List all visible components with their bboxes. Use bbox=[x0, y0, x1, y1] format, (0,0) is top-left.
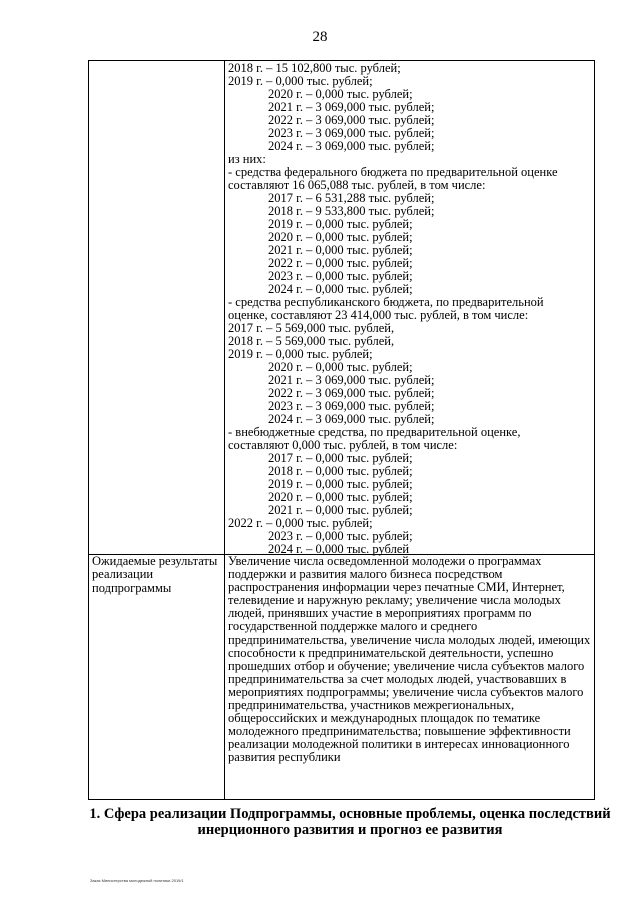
funding-line: 2022 г. – 0,000 тыс. рублей; bbox=[268, 256, 413, 270]
expected-results-text: Увеличение числа осведомленной молодежи о программах поддержки и развития малого бизнеса посредством распространения информации через печатные СМИ, Интернет, телевидение и наружную рекламу; увеличение числа молодых людей, принявших участие в мероприятиях программ по государственной поддержке малого и среднего предпринимательства, увеличение числа молодых людей, имеющих способности к предпринимательской деятельности, успешно прошедших отбор и обучение; увеличение числа субъектов малого предпринимательства за счет молодых людей, участвовавших в мероприятиях подпрограммы; увеличение числа субъектов малого предпринимательства, участников межрегиональных, общероссийских и международных площадок по тематике молодежного предпринимательства; повышение эффективности реализации молодежной политики в интересах инновационного развития республики bbox=[228, 554, 591, 765]
page-number: 28 bbox=[312, 29, 328, 45]
funding-line: 2019 г. – 0,000 тыс. рублей; bbox=[268, 477, 413, 491]
funding-line: 2023 г. – 0,000 тыс. рублей; bbox=[268, 269, 413, 283]
funding-line: 2024 г. – 0,000 тыс. рублей bbox=[268, 542, 410, 556]
funding-line: 2021 г. – 0,000 тыс. рублей; bbox=[268, 243, 413, 257]
section-heading: 1. Сфера реализации Подпрограммы, основные проблемы, оценка последствий инерционного развития и прогноз ее развития bbox=[89, 806, 611, 838]
funding-line: оценке, составляют 23 414,000 тыс. рублей, в том числе: bbox=[228, 308, 529, 322]
funding-line: 2021 г. – 3 069,000 тыс. рублей; bbox=[268, 100, 435, 114]
funding-line: 2022 г. – 3 069,000 тыс. рублей; bbox=[268, 113, 435, 127]
funding-line: 2020 г. – 0,000 тыс. рублей; bbox=[268, 360, 413, 374]
funding-line: из них: bbox=[228, 152, 266, 166]
funding-line: 2019 г. – 0,000 тыс. рублей; bbox=[228, 347, 373, 361]
funding-line: составляют 0,000 тыс. рублей, в том числе: bbox=[228, 438, 458, 452]
funding-line: 2018 г. – 0,000 тыс. рублей; bbox=[268, 464, 413, 478]
funding-line: - средства федерального бюджета по предварительной оценке bbox=[228, 165, 558, 179]
funding-line: 2022 г. – 3 069,000 тыс. рублей; bbox=[268, 386, 435, 400]
funding-line: 2018 г. – 5 569,000 тыс. рублей, bbox=[228, 334, 395, 348]
funding-line: составляют 16 065,088 тыс. рублей, в том числе: bbox=[228, 178, 486, 192]
funding-line: 2024 г. – 3 069,000 тыс. рублей; bbox=[268, 412, 435, 426]
funding-line: 2021 г. – 3 069,000 тыс. рублей; bbox=[268, 373, 435, 387]
funding-line: - средства республиканского бюджета, по предварительной bbox=[228, 295, 544, 309]
funding-line: 2017 г. – 0,000 тыс. рублей; bbox=[268, 451, 413, 465]
funding-line: 2017 г. – 6 531,288 тыс. рублей; bbox=[268, 191, 435, 205]
funding-line: 2023 г. – 3 069,000 тыс. рублей; bbox=[268, 126, 435, 140]
funding-line: 2020 г. – 0,000 тыс. рублей; bbox=[268, 490, 413, 504]
passport-table bbox=[88, 60, 595, 800]
funding-line: 2021 г. – 0,000 тыс. рублей; bbox=[268, 503, 413, 517]
funding-line: 2020 г. – 0,000 тыс. рублей; bbox=[268, 87, 413, 101]
funding-line: 2019 г. – 0,000 тыс. рублей; bbox=[268, 217, 413, 231]
funding-line: 2024 г. – 3 069,000 тыс. рублей; bbox=[268, 139, 435, 153]
funding-line: 2023 г. – 0,000 тыс. рублей; bbox=[268, 529, 413, 543]
expected-results-label: Ожидаемые результаты реализации подпрограммы bbox=[92, 554, 218, 595]
footer-note: Заказ Министерства молодежной политики 2019/1 bbox=[90, 878, 184, 883]
funding-line: 2023 г. – 3 069,000 тыс. рублей; bbox=[268, 399, 435, 413]
funding-line: 2022 г. – 0,000 тыс. рублей; bbox=[228, 516, 373, 530]
funding-line: 2019 г. – 0,000 тыс. рублей; bbox=[228, 74, 373, 88]
funding-line: 2020 г. – 0,000 тыс. рублей; bbox=[268, 230, 413, 244]
funding-volume-cell bbox=[228, 62, 558, 556]
funding-line: 2018 г. – 15 102,800 тыс. рублей; bbox=[228, 61, 401, 75]
funding-line: 2024 г. – 0,000 тыс. рублей; bbox=[268, 282, 413, 296]
column-divider bbox=[224, 61, 225, 799]
funding-line: - внебюджетные средства, по предварительной оценке, bbox=[228, 425, 521, 439]
funding-line: 2018 г. – 9 533,800 тыс. рублей; bbox=[268, 204, 435, 218]
funding-line: 2017 г. – 5 569,000 тыс. рублей, bbox=[228, 321, 395, 335]
